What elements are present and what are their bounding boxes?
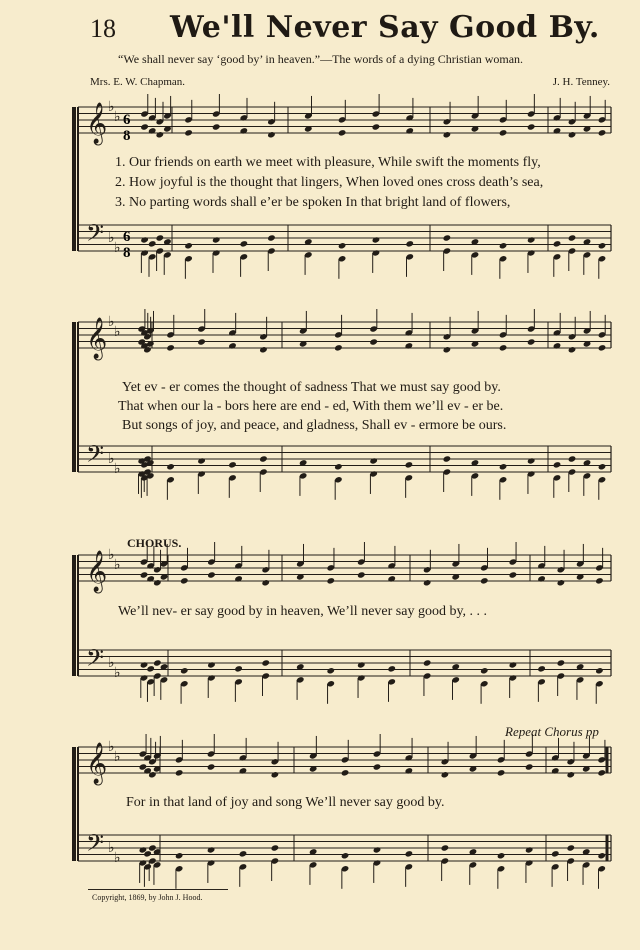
treble-clef-icon: 𝄞 [86, 743, 108, 784]
copyright-notice: Copyright, 1869, by John J. Hood. [92, 893, 203, 902]
flat-icon: ♭ [114, 460, 121, 477]
verse-line-3b: But songs of joy, and peace, and gladness, Shall ev - ermore be ours. [122, 418, 507, 433]
note-head [597, 769, 606, 776]
note-head [326, 667, 335, 674]
note-head [509, 661, 518, 668]
note-head [357, 571, 366, 578]
note-head [373, 763, 382, 770]
note-head [166, 344, 175, 351]
flat-icon: ♭ [114, 556, 121, 573]
note-head [271, 771, 280, 778]
note-head [405, 240, 414, 247]
treble-clef-icon: 𝄞 [86, 551, 108, 592]
note-head [148, 240, 157, 247]
note-head [551, 850, 560, 857]
note-head [598, 129, 607, 136]
verse-line-2a: 2. How joyful is the thought that lingers, When loved ones cross death’s sea, [115, 175, 544, 190]
note-head [175, 769, 184, 776]
note-head [207, 571, 216, 578]
note-head [341, 852, 350, 859]
note-head [184, 129, 193, 136]
note-head [597, 852, 606, 859]
note-head [595, 667, 604, 674]
bass-time-bottom: 8 [123, 245, 131, 261]
epigraph: “We shall never say ‘good by’ in heaven.”—The words of a dying Christian woman. [118, 52, 524, 66]
note-head [140, 571, 149, 578]
note-head [499, 463, 508, 470]
note-head [566, 771, 575, 778]
note-head [557, 579, 566, 586]
note-head [527, 236, 536, 243]
note-head [405, 461, 414, 468]
note-head [180, 577, 189, 584]
flat-icon: ♭ [108, 230, 115, 246]
note-head [156, 234, 165, 241]
note-head [441, 771, 450, 778]
note-head [207, 763, 216, 770]
note-head [180, 667, 189, 674]
flat-icon: ♭ [108, 99, 115, 115]
note-head [568, 346, 577, 353]
note-head [341, 769, 350, 776]
note-head [234, 665, 243, 672]
flat-icon: ♭ [108, 451, 115, 467]
note-head [207, 846, 216, 853]
note-head [443, 234, 452, 241]
note-head [184, 242, 193, 249]
note-head [499, 242, 508, 249]
note-head [525, 846, 534, 853]
note-head [598, 463, 607, 470]
note-head [553, 240, 562, 247]
note-head [146, 665, 155, 672]
note-head [527, 457, 536, 464]
verse-line-2b: That when our la - bors here are end - ed, With them we’ll ev - er be. [118, 399, 504, 414]
flat-icon: ♭ [108, 314, 115, 330]
note-head [373, 846, 382, 853]
note-head [480, 667, 489, 674]
note-head [443, 131, 452, 138]
note-head [441, 844, 450, 851]
bass-clef-icon: 𝄢 [86, 644, 105, 677]
treble-clef-icon: 𝄞 [86, 318, 108, 359]
note-head [153, 579, 162, 586]
note-head [369, 457, 378, 464]
note-head [509, 571, 518, 578]
note-head [326, 577, 335, 584]
bass-clef-icon: 𝄢 [86, 219, 105, 252]
note-head [267, 131, 276, 138]
flat-icon: ♭ [114, 748, 121, 765]
note-head [527, 338, 536, 345]
treble-clef-icon: 𝄞 [86, 103, 108, 144]
note-head [166, 463, 175, 470]
note-head [497, 769, 506, 776]
note-head [140, 123, 149, 130]
note-head [568, 131, 577, 138]
note-head [153, 659, 162, 666]
flat-icon: ♭ [108, 547, 115, 563]
note-head [212, 123, 221, 130]
note-head [334, 463, 343, 470]
flat-icon: ♭ [114, 323, 121, 340]
note-head [259, 346, 268, 353]
note-head [568, 234, 577, 241]
verse-line-3a: 3. No parting words shall e’er be spoken In that bright land of flowers, [115, 195, 511, 210]
lyricist-credit: Mrs. E. W. Chapman. [90, 76, 186, 88]
note-head [156, 131, 165, 138]
bass-clef-icon: 𝄢 [86, 829, 105, 862]
verse-line-1b: Yet ev - er comes the thought of sadness That we must say good by. [122, 380, 501, 395]
note-head [423, 659, 432, 666]
flat-icon: ♭ [108, 739, 115, 755]
note-head [228, 461, 237, 468]
flat-icon: ♭ [114, 108, 121, 125]
bass-time-top: 6 [123, 229, 131, 245]
note-head [207, 661, 216, 668]
note-head [212, 236, 221, 243]
note-head [527, 123, 536, 130]
note-head [357, 661, 366, 668]
bass-clef-icon: 𝄢 [86, 440, 105, 473]
footer-rule [88, 889, 228, 890]
note-head [175, 852, 184, 859]
note-head [261, 659, 270, 666]
treble-time-bottom: 8 [123, 128, 131, 144]
note-head [499, 129, 508, 136]
treble-time-top: 6 [123, 112, 131, 128]
note-head [197, 457, 206, 464]
flat-icon: ♭ [114, 664, 121, 681]
note-head [372, 123, 381, 130]
note-head [140, 236, 149, 243]
flat-icon: ♭ [108, 840, 115, 856]
page-number: 18 [90, 14, 116, 43]
note-head [423, 579, 432, 586]
note-head [566, 844, 575, 851]
note-head [598, 242, 607, 249]
note-head [525, 763, 534, 770]
note-head [595, 577, 604, 584]
note-head [334, 344, 343, 351]
note-head [338, 129, 347, 136]
note-head [239, 850, 248, 857]
note-head [537, 665, 546, 672]
note-head [261, 579, 270, 586]
chorus-line-1: We’ll nev- er say good by in heaven, We’ll never say good by, . . . [118, 604, 488, 619]
note-head [497, 852, 506, 859]
flat-icon: ♭ [108, 655, 115, 671]
note-head [240, 240, 249, 247]
note-head [405, 850, 414, 857]
note-head [267, 234, 276, 241]
repeat-instruction: Repeat Chorus pp [505, 724, 599, 739]
note-head [443, 455, 452, 462]
note-head [271, 844, 280, 851]
note-head [553, 461, 562, 468]
note-head [338, 242, 347, 249]
note-head [140, 661, 149, 668]
note-head [499, 344, 508, 351]
note-head [372, 236, 381, 243]
note-head [480, 577, 489, 584]
flat-icon: ♭ [114, 849, 121, 866]
note-head [443, 346, 452, 353]
chorus-line-2: For in that land of joy and song We’ll never say good by. [126, 795, 445, 810]
song-title: We'll Never Say Good By. [170, 10, 600, 45]
note-head [557, 659, 566, 666]
flat-icon: ♭ [114, 239, 121, 256]
note-head [387, 665, 396, 672]
note-head [598, 344, 607, 351]
verse-line-1a: 1. Our friends on earth we meet with pleasure, While swift the moments fly, [115, 155, 541, 170]
chorus-label: CHORUS. [127, 536, 182, 550]
note-head [259, 455, 268, 462]
composer-credit: J. H. Tenney. [552, 76, 610, 88]
note-head [568, 455, 577, 462]
note-head [197, 338, 206, 345]
note-head [369, 338, 378, 345]
